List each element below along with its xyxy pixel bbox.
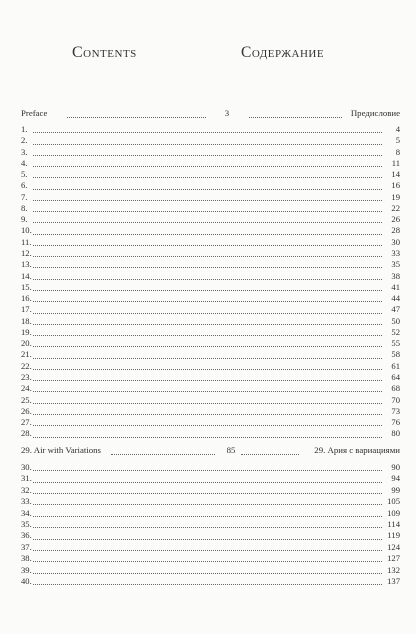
- entry-page-number: 124: [387, 541, 400, 552]
- entry-page-number: 76: [391, 417, 400, 427]
- entry-number: 22.: [21, 360, 32, 371]
- entry-number: 5.: [21, 169, 28, 180]
- dot-leader: [33, 437, 382, 438]
- contents-entry[interactable]: [21, 180, 400, 191]
- dot-leader: [33, 561, 382, 562]
- entry-number: 30.: [21, 462, 32, 472]
- entry-number: 3.: [21, 146, 28, 157]
- entry-number: 40.: [21, 576, 32, 586]
- entry-number: 32.: [21, 484, 32, 495]
- contents-entry[interactable]: [21, 383, 400, 394]
- entry-number: 26.: [21, 405, 32, 416]
- dot-leader: [33, 516, 382, 517]
- entry-number: 18.: [21, 315, 32, 326]
- dot-leader: [33, 267, 382, 268]
- entry-number: 16.: [21, 293, 32, 303]
- entry-number: 37.: [21, 541, 32, 552]
- contents-entry[interactable]: [21, 169, 400, 180]
- entry-page-number: 80: [391, 428, 400, 439]
- entry-page-number: 19: [391, 191, 400, 202]
- entry-page-number: 132: [387, 564, 400, 575]
- entry-number: 10.: [21, 225, 32, 236]
- contents-entry[interactable]: [21, 417, 400, 428]
- contents-entry[interactable]: [21, 553, 400, 564]
- entry-page-number: 119: [387, 530, 400, 541]
- dot-leader: [33, 279, 382, 280]
- entry-number: 33.: [21, 496, 32, 507]
- dot-leader: [33, 539, 382, 540]
- contents-entry[interactable]: [21, 361, 400, 372]
- entry-number: 21.: [21, 349, 32, 360]
- entry-number: 14.: [21, 270, 32, 281]
- entry-page-number: 52: [391, 326, 400, 337]
- entry-page-number: 127: [387, 553, 400, 564]
- contents-entry[interactable]: [21, 259, 400, 270]
- entry-page-number: 109: [387, 507, 400, 518]
- contents-entry[interactable]: [21, 293, 400, 304]
- contents-entry[interactable]: [21, 485, 400, 496]
- contents-entry[interactable]: [21, 530, 400, 541]
- contents-entry[interactable]: [21, 158, 400, 169]
- entry-number: 17.: [21, 304, 32, 315]
- contents-entry[interactable]: [21, 519, 400, 530]
- contents-entry[interactable]: [21, 225, 400, 236]
- dot-leader: [33, 245, 382, 246]
- contents-entry[interactable]: [21, 237, 400, 248]
- entry-page-number: 44: [391, 293, 400, 303]
- contents-entry[interactable]: [21, 124, 400, 135]
- entry-number: 12.: [21, 248, 32, 258]
- dot-leader: [33, 493, 382, 494]
- entry-number: 9.: [21, 214, 28, 225]
- preface-entry[interactable]: [21, 107, 400, 121]
- preface-label-russian: Предисловие: [350, 108, 400, 118]
- entry-page-number: 68: [391, 383, 400, 394]
- dot-leader: [33, 527, 382, 528]
- dot-leader: [241, 454, 299, 455]
- dot-leader: [249, 117, 342, 118]
- entry-page-number: 99: [391, 484, 400, 495]
- air-with-variations-entry[interactable]: [21, 444, 400, 458]
- entry-page-number: 58: [391, 349, 400, 360]
- contents-entry[interactable]: [21, 428, 400, 439]
- entry-number: 23.: [21, 371, 32, 382]
- contents-entry[interactable]: [21, 565, 400, 576]
- contents-entry[interactable]: [21, 496, 400, 507]
- entry-page-number: 16: [391, 180, 400, 191]
- entry-number: 31.: [21, 473, 32, 484]
- contents-entry[interactable]: [21, 135, 400, 146]
- entry-page-number: 50: [391, 315, 400, 326]
- dot-leader: [33, 391, 382, 392]
- entry-number: 35.: [21, 519, 32, 529]
- dot-leader: [33, 573, 382, 574]
- dot-leader: [33, 369, 382, 370]
- contents-heading-russian: Содержание: [241, 44, 325, 61]
- entry-page-number: 55: [391, 338, 400, 349]
- dot-leader: [33, 144, 382, 145]
- entry-page-number: 8: [395, 146, 400, 157]
- contents-entry[interactable]: [21, 473, 400, 484]
- dot-leader: [33, 380, 382, 381]
- entry-page-number: 64: [391, 371, 400, 382]
- entry-page-number: 73: [391, 405, 400, 416]
- dot-leader: [67, 117, 206, 118]
- dot-leader: [33, 290, 382, 291]
- entry-number: 24.: [21, 383, 32, 394]
- entry-page-number: 14: [391, 169, 400, 180]
- entry-number: 36.: [21, 530, 32, 541]
- entry-number: 28.: [21, 428, 32, 439]
- contents-entry[interactable]: [21, 349, 400, 360]
- contents-entry[interactable]: [21, 406, 400, 417]
- dot-leader: [33, 301, 382, 302]
- dot-leader: [33, 470, 382, 471]
- entry-page-number: 26: [391, 214, 400, 225]
- contents-entry[interactable]: [21, 338, 400, 349]
- entry-number: 6.: [21, 180, 28, 191]
- variations-label-english: 29. Air with Variations: [21, 445, 101, 455]
- contents-entry[interactable]: [21, 271, 400, 282]
- dot-leader: [33, 313, 382, 314]
- contents-entry[interactable]: [21, 508, 400, 519]
- dot-leader: [33, 346, 382, 347]
- dot-leader: [33, 482, 382, 483]
- contents-entry[interactable]: [21, 214, 400, 225]
- entry-page-number: 47: [391, 304, 400, 315]
- entry-page-number: 70: [391, 394, 400, 405]
- dot-leader: [33, 414, 382, 415]
- dot-leader: [33, 234, 382, 235]
- contents-entry[interactable]: [21, 248, 400, 259]
- variations-page-number: 85: [226, 445, 236, 455]
- entry-page-number: 105: [387, 496, 400, 507]
- entry-number: 4.: [21, 157, 28, 168]
- dot-leader: [33, 584, 382, 585]
- entry-page-number: 30: [391, 236, 400, 247]
- contents-entry[interactable]: [21, 147, 400, 158]
- contents-entry[interactable]: [21, 372, 400, 383]
- entry-page-number: 11: [391, 157, 400, 168]
- contents-entry[interactable]: [21, 192, 400, 203]
- dot-leader: [33, 403, 382, 404]
- preface-page-number: 3: [224, 108, 230, 118]
- dot-leader: [33, 177, 382, 178]
- dot-leader: [33, 222, 382, 223]
- entry-number: 2.: [21, 135, 28, 146]
- entry-number: 15.: [21, 281, 32, 292]
- dot-leader: [33, 425, 382, 426]
- dot-leader: [33, 504, 382, 505]
- entry-page-number: 137: [387, 576, 400, 586]
- dot-leader: [33, 166, 382, 167]
- entry-number: 7.: [21, 191, 28, 202]
- entry-number: 39.: [21, 564, 32, 575]
- contents-entry[interactable]: [21, 395, 400, 406]
- entry-page-number: 28: [391, 225, 400, 236]
- entry-page-number: 41: [391, 281, 400, 292]
- entry-page-number: 5: [395, 135, 400, 146]
- entry-page-number: 114: [387, 519, 400, 529]
- entry-page-number: 22: [391, 202, 400, 213]
- entry-page-number: 38: [391, 270, 400, 281]
- entry-number: 20.: [21, 338, 32, 349]
- dot-leader: [33, 211, 382, 212]
- entry-number: 27.: [21, 417, 32, 427]
- dot-leader: [33, 200, 382, 201]
- entry-number: 34.: [21, 507, 32, 518]
- dot-leader: [33, 324, 382, 325]
- dot-leader: [33, 189, 382, 190]
- entry-number: 19.: [21, 326, 32, 337]
- preface-label-english: Preface: [21, 108, 48, 118]
- contents-entry[interactable]: [21, 462, 400, 473]
- contents-entry[interactable]: [21, 316, 400, 327]
- dot-leader: [33, 132, 382, 133]
- dot-leader: [33, 335, 382, 336]
- entry-page-number: 35: [391, 259, 400, 270]
- entry-number: 8.: [21, 202, 28, 213]
- dot-leader: [33, 256, 382, 257]
- contents-heading-english: Contents: [72, 44, 137, 61]
- dot-leader: [111, 454, 215, 455]
- entry-page-number: 33: [391, 248, 400, 258]
- entry-number: 1.: [21, 124, 28, 134]
- contents-entry[interactable]: [21, 203, 400, 214]
- entry-page-number: 61: [391, 360, 400, 371]
- dot-leader: [33, 155, 382, 156]
- dot-leader: [33, 550, 382, 551]
- contents-entry[interactable]: [21, 282, 400, 293]
- contents-entry[interactable]: [21, 576, 400, 587]
- dot-leader: [33, 358, 382, 359]
- entry-number: 13.: [21, 259, 32, 270]
- contents-entry[interactable]: [21, 327, 400, 338]
- contents-entry[interactable]: [21, 304, 400, 315]
- entry-page-number: 94: [391, 473, 400, 484]
- contents-entry[interactable]: [21, 542, 400, 553]
- variations-label-russian: 29. Ария с вариациями: [314, 445, 400, 455]
- entry-number: 38.: [21, 553, 32, 564]
- entry-number: 11.: [21, 236, 32, 247]
- entry-page-number: 4: [395, 124, 400, 134]
- entry-page-number: 90: [391, 462, 400, 472]
- entry-number: 25.: [21, 394, 32, 405]
